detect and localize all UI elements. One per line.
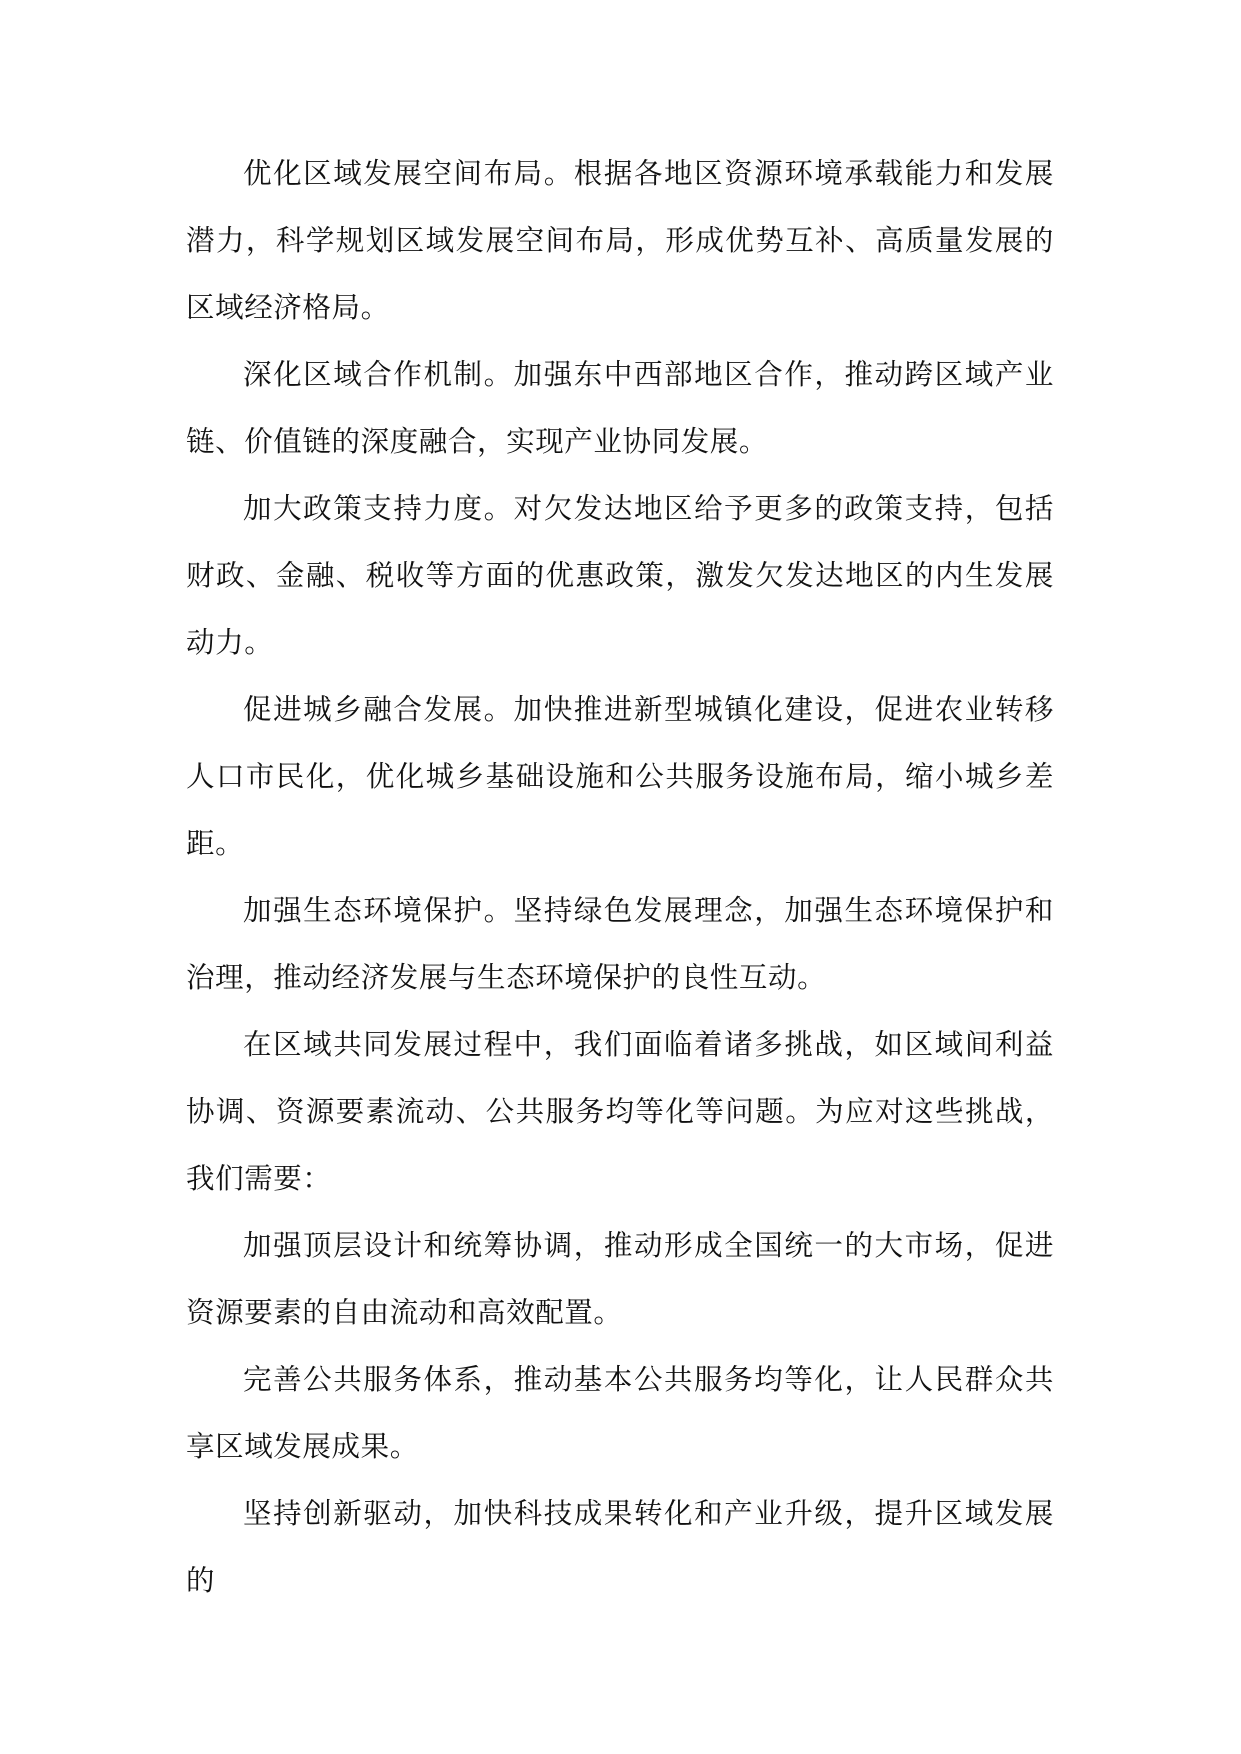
paragraph-ecology: 加强生态环境保护。坚持绿色发展理念，加强生态环境保护和治理，推动经济发展与生态环境保护的良性互动。 (186, 894, 1054, 994)
paragraph-policy-support: 加大政策支持力度。对欠发达地区给予更多的政策支持，包括财政、金融、税收等方面的优惠政策，激发欠发达地区的内生发展动力。 (186, 492, 1054, 659)
document-page (186, 140, 1054, 1614)
paragraph-top-level-design: 加强顶层设计和统筹协调，推动形成全国统一的大市场，促进资源要素的自由流动和高效配置。 (186, 1229, 1054, 1329)
paragraph-challenges: 在区域共同发展过程中，我们面临着诸多挑战，如区域间利益协调、资源要素流动、公共服务均等化等问题。为应对这些挑战，我们需要： (186, 1028, 1054, 1195)
paragraph-urban-rural: 促进城乡融合发展。加快推进新型城镇化建设，促进农业转移人口市民化，优化城乡基础设施和公共服务设施布局，缩小城乡差距。 (186, 693, 1054, 860)
paragraph-regional-cooperation: 深化区域合作机制。加强东中西部地区合作，推动跨区域产业链、价值链的深度融合，实现产业协同发展。 (186, 358, 1054, 458)
paragraph-public-services: 完善公共服务体系，推动基本公共服务均等化，让人民群众共享区域发展成果。 (186, 1363, 1054, 1463)
paragraph-spatial-layout: 优化区域发展空间布局。根据各地区资源环境承载能力和发展潜力，科学规划区域发展空间布局，形成优势互补、高质量发展的区域经济格局。 (186, 157, 1054, 324)
paragraph-innovation: 坚持创新驱动，加快科技成果转化和产业升级，提升区域发展的 (186, 1497, 1054, 1597)
